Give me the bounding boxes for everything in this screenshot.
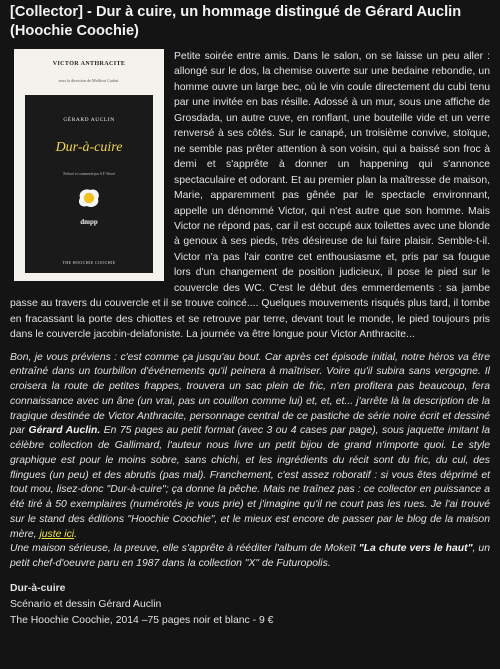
credits-publisher-info: The Hoochie Coochie, 2014 –75 pages noir et blanc - 9 € bbox=[10, 614, 274, 626]
blog-link[interactable]: juste ici bbox=[39, 528, 75, 540]
cover-black-panel bbox=[25, 95, 153, 273]
book-cover bbox=[14, 49, 164, 281]
cover-book-title: Dur-à-cuire bbox=[55, 140, 123, 156]
credits-authors: Scénario et dessin Gérard Auclin bbox=[10, 598, 162, 610]
cover-inner-author: GÉRARD AUCLIN bbox=[63, 116, 115, 123]
cover-brand-logo: dmpp bbox=[80, 217, 98, 226]
article-summary: Petite soirée entre amis. Dans le salon, on se laisse un peu aller : allongé sur le dos, la chemise ouverte sur une bedaine rebondie, un homme ouvre un large bec, où le vin coule directement du cubi tenu par une invitée en bas résille. Adossé à un mur, sous une affiche de Grosdada, un autre cuve, en ronflant, une bouteille vide et un verre renversé à ses côtés. Sur le canapé, un troisième convive, stoïque, ne semble pas prêter attention à son voisin, qui a baissé son froc à demi et s'apprête à donner un happening qui s'annonce spectaculaire et odorant. Et au premier plan la maîtresse de maison, Marie, apparemment pas gênée par le spectacle environnant, appelle un dénommé Victor, qui n'est autre que son homme. Mais Victor ne répond pas, car il est occupé aux toilettes avec une blonde à genoux à ses pieds, très désireuse de lui faire plaisir. Semble-t-il. Victor n'a pas l'air contre cet enthousiasme et, pris par sa fougue lors d'un changement de position judicieux, il pose le pied sur le couvercle des WC. C'est le début des emmerdements : sa jambe passe au travers du couvercle et il se trouve coincé.... Quelques mouvements risqués plus tard, il tombe en fracassant la porte des chiottes et se retrouve par terre, devant tout le monde, le pied toujours pris dans le couvercle jacobin-delafoniste. La journée va être longue pour Victor Anthracite... bbox=[10, 51, 490, 341]
review-paragraph-1: Bon, je vous préviens : c'est comme ça jusqu'au bout. Car après cet épisode initial, notre héros va être entraîné dans un tourbillon d'événements qu'il peinera à maîtriser. Voire qu'il subira sans vergogne. Il croisera la route de petites frappes, trouvera un sac plein de fric, n'en profitera pas beaucoup, fera connaissance avec un âne (un vrai, pas un couillon comme lui) et, et, et... j'arrête là la description de la tragique destinée de Victor Anthracite, personnage central de ce pastiche de série noire écrit et dessiné par Gérard Auclin. En 75 pages au petit format (avec 3 ou 4 cases par page), sous jaquette imitant la célèbre collection de Gallimard, l'auteur nous livre un petit bijou de grand n'importe quoi. Le style graphique est pour le moins sobre, sans chichi, et les ingrédients du récit sont du fric, du cul, des flingues (un peu) et des abrutis (pas mal). Franchement, c'est assez roboratif : si vous êtes déprimé et tout mou, lisez-donc "Dur-à-cuire"; ça donne la pêche. Mais ne traînez pas : ce collector en puissance a été tiré à 50 exemplaires (numérotés je vous prie) et j'imagine qu'il ne court pas les rues. Je l'ai trouvé sur le stand des éditions "Hoochie Coochie", et le mieux est encore de passer par le blog de la maison mère, juste ici. bbox=[10, 351, 490, 540]
article-body bbox=[10, 49, 490, 343]
review-paragraph-2: Une maison sérieuse, la preuve, elle s'apprête à rééditer l'album de Mokeït "La chute vers le haut", un petit chef-d'oeuvre paru en 1987 dans la collection "X" de Futuropolis. bbox=[10, 543, 490, 570]
article-title: [Collector] - Dur à cuire, un hommage distingué de Gérard Auclin (Hoochie Coochie) bbox=[10, 4, 462, 39]
cover-collection-line: sous la direction de Mallicot Cadrat. bbox=[58, 78, 120, 84]
credits-book-title: Dur-à-cuire bbox=[10, 582, 66, 594]
mokeit-album-title: "La chute vers le haut" bbox=[358, 543, 473, 555]
fried-egg-icon bbox=[76, 187, 102, 209]
cover-publisher: THE HOOCHIE COOCHIE bbox=[62, 259, 116, 265]
book-cover-image bbox=[14, 49, 164, 281]
book-credits bbox=[10, 581, 490, 629]
review-section bbox=[10, 351, 490, 572]
author-name: Gérard Auclin. bbox=[28, 425, 101, 437]
cover-top-author: VICTOR ANTHRACITE bbox=[52, 61, 126, 67]
cover-foreword: Préfacé et commenté par S.F. Wood bbox=[63, 171, 115, 176]
